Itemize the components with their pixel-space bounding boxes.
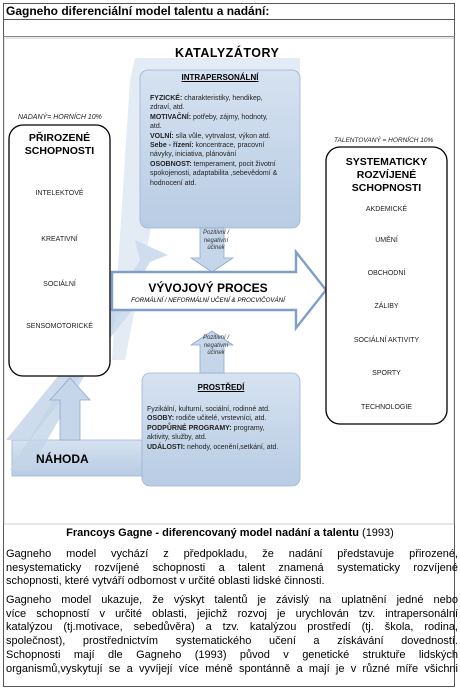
box-line: PODPŮRNÉ PROGRAMY: programy, (147, 424, 265, 432)
natural-item: SENSOMOTORICKÉ (26, 323, 93, 330)
systematic-abilities-title: SYSTEMATICKY ROZVÍJENÉ SCHOPNOSTI (345, 156, 428, 194)
box-line: Fyzikální, kulturní, sociální, rodinné atd. (147, 406, 270, 413)
paragraph-line: nesystematicky rozvíjené schopnosti a talent znamená systematicky rozvíjené (6, 561, 458, 574)
paragraph (6, 594, 458, 676)
intrapersonal-list (150, 94, 296, 188)
systematic-item: SPORTY (372, 370, 401, 377)
paragraph-line: schopnosti, které vytváří odbornost v určité oblasti lidské činnosti. (6, 575, 325, 588)
environment-title: PROSTŘEDÍ (197, 383, 245, 392)
natural-item: SOCIÁLNÍ (43, 281, 76, 288)
box-line: návyky, iniciativa, plánování (150, 151, 237, 159)
paragraph (6, 548, 458, 589)
box-line: hodnocení atd. (150, 179, 197, 187)
paragraph-line: společnost), prostřednictvím systematického učení a získávání dovedností. (6, 635, 458, 648)
natural-abilities-box (9, 125, 110, 376)
systematic-item: SOCIÁLNÍ AKTIVITY (353, 337, 420, 344)
box-line: FYZICKÉ: charakteristiky, hendikep, (150, 95, 263, 102)
talented-caption: TALENTOVANÝ = HORNÍCH 10% (334, 137, 434, 144)
catalysts-title: KATALYZÁTORY (175, 46, 280, 60)
paragraph-line: organismů,vyskytují se a vyvíjejí více méně spontánně a mají je v různé míře všichni (6, 662, 458, 675)
chance-label: NÁHODA (36, 452, 89, 466)
natural-abilities-title: PŘIROZENÉ SCHOPNOSTI (24, 132, 95, 157)
box-line: aktivity, služby, atd. (147, 434, 207, 442)
process-subtitle: FORMÁLNÍ / NEFORMÁLNÍ UČENÍ & PROCVIČOVÁNÍ (131, 297, 285, 304)
intrapersonal-title: INTRAPERSONÁLNÍ (181, 73, 259, 82)
natural-item: KREATIVNÍ (41, 236, 78, 243)
effect-label-bottom: Pozitivní / negativní účinek (202, 335, 229, 356)
box-line: zdraví, atd. (150, 104, 185, 112)
paragraph-line: katalýzou (tj.motivace, sebedůvěra) a tzv. katalýzou prostředí (tj. škola, rodina, (6, 621, 458, 634)
box-line: spokojenosti, adaptabilita ,sebevědomí & (150, 170, 278, 178)
systematic-item: AKDEMICKÉ (365, 206, 408, 213)
systematic-item: UMĚNÍ (375, 237, 398, 244)
box-line: atd. (150, 123, 162, 131)
section-heading: Gagneho diferenciální model talentu a nadání: (6, 4, 270, 18)
paragraph-line: Gagneho model ukazuje, že výskyt talentů je závislý na uplatnění jedné nebo (6, 594, 458, 606)
gifted-caption: NADANÝ= HORNÍCH 10% (18, 114, 102, 121)
systematic-item: TECHNOLOGIE (361, 404, 412, 411)
paragraph-line: více schopností v určité oblasti, jejichž rozvoj je urychlován tzv. intrapersonální (6, 607, 458, 620)
effect-label-top: Pozitivní / negativní účinek (202, 230, 229, 251)
paragraph-line: Gagneho model vychází z předpokladu, že nadání představuje přirozené, (6, 548, 458, 560)
box-line: Sebe - řízení: koncentrace, pracovní (150, 142, 265, 150)
box-line: VOLNÍ: síla vůle, vytrvalost, výkon atd. (150, 132, 271, 140)
paragraph-line: Schopnosti mají dle Gagneho (1993) původ v genetické struktuře lidských (6, 648, 458, 661)
natural-item: INTELEKTOVÉ (35, 190, 84, 197)
box-line: MOTIVAČNÍ: potřeby, zájmy, hodnoty, (150, 113, 268, 121)
environment-list (147, 405, 299, 452)
systematic-item: ZÁLIBY (374, 303, 399, 310)
box-line: UDÁLOSTI: nehody, ocenění,setkání, atd. (147, 443, 279, 451)
figure-caption: Francoys Gagne - diferencovaný model nadání a talentu (1993) (66, 527, 394, 539)
process-title: VÝVOJOVÝ PROCES (148, 281, 268, 295)
box-line: OSOBNOST: temperament, pocit životní (150, 160, 276, 168)
box-line: OSOBY: rodiče učitelé, vrstevníci, atd. (147, 415, 267, 423)
systematic-item: OBCHODNÍ (367, 270, 406, 277)
